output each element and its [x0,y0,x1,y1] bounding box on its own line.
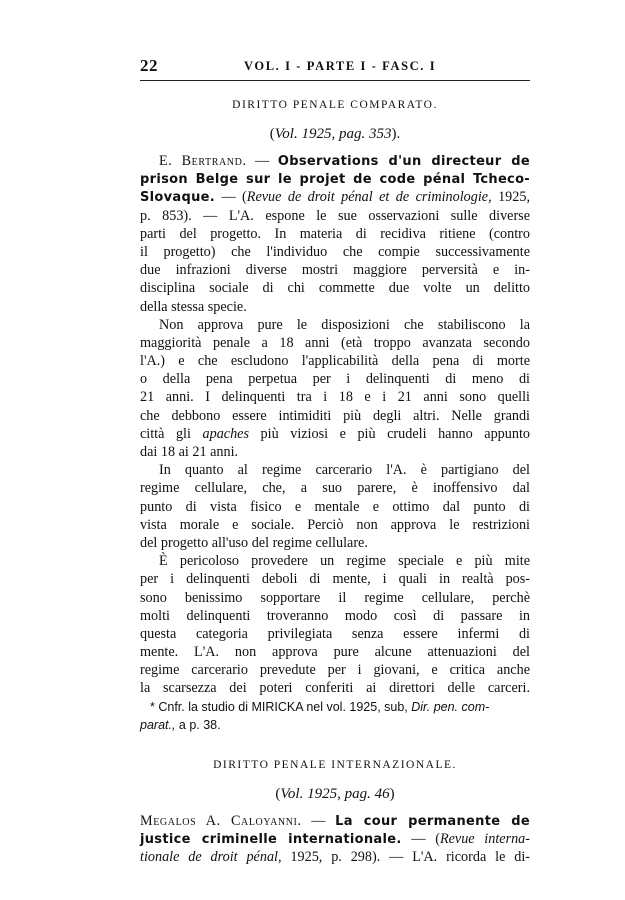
author-name: Megalos A. Caloyanni. [140,812,302,829]
text-line: che debbono essere intimiditi più degli altri. Nelle grandi [140,407,530,424]
section-title-internazionale: DIRITTO PENALE INTERNAZIONALE. [213,758,457,771]
header-rule [140,80,530,81]
entry-heading-line-1: E. Bertrand. — Observations d'un directeur de [159,153,531,169]
text-line: maggiorità penale a 18 anni (età troppo avanzata secondo [140,334,530,351]
text-line: questa categoria privilegiata senza essere infermi di [140,625,530,642]
text-line: dai 18 ai 21 anni. [140,444,239,460]
text-line: Non approva pure le disposizioni che stabiliscono la [159,316,530,333]
section-title-comparato: DIRITTO PENALE COMPARATO. [232,99,438,111]
volume-reference: (Vol. 1925, pag. 46) [275,785,395,802]
entry-heading-line-1: Megalos A. Caloyanni. — La cour permanente de [140,812,530,829]
footnote-star: * [150,699,159,714]
author-name: E. Bertrand. [159,153,247,169]
text-line: È pericoloso provedere un regime speciale e più mite [159,553,530,570]
text-line: sono benissimo sopportare il regime cellulare, perchè [140,589,530,606]
text-line: della stessa specie. [140,298,247,315]
article-title: La cour permanente de [335,813,530,829]
running-title: VOL. I - PARTE I - FASC. I [244,59,437,73]
article-title: Observations d'un directeur de [277,154,531,169]
text-line: regime carcerario prevedute per i giovani, e critica anche [140,662,530,679]
body-column [140,96,530,866]
text-line: la scarsezza dei poteri conferiti ai direttori delle carceri. [140,680,530,697]
entry-heading-line-3: tionale de droit pénal, 1925, p. 298). — L'A. ricorda le di- [140,849,530,865]
text-line: l'A.) e che escludono l'applicabilità della pena di morte [140,353,530,370]
text-line: In quanto al regime carcerario l'A. è partigiano del [159,462,530,479]
text-line: disciplina sociale di chi commette due volte un delitto [140,280,530,297]
text-line: o della pena perpetua per i delinquenti di meno di [140,371,530,388]
entry-heading-line-2: prison Belge sur le projet de code pénal Tcheco- [140,172,530,188]
footnote-line-1: * Cnfr. la studio di MIRICKA nel vol. 1925, sub, Dir. pen. com- [150,699,490,714]
journal-name: Revue de droit pénal et de criminologie, [246,189,492,206]
text-line: vista morale e sociale. Perciò non approva le restrizioni [140,516,530,533]
section-gap [140,734,530,756]
text-line: molti delinquenti troveranno modo così di passare in [140,607,530,624]
text-line: punto di vista fisico e mentale e ottimo dal punto di [140,498,530,515]
entry-heading-line-3: Slovaque. — (Revue de droit pénal et de criminologie, 1925, [140,189,530,206]
text-line: per i delinquenti deboli di mente, i quali in realtà pos- [140,571,530,588]
footnote-line-2: parat., a p. 38. [140,717,221,732]
text-line: del progetto all'uso del regime cellulare. [140,534,368,551]
volume-reference: (Vol. 1925, pag. 353). [269,126,401,142]
running-header [140,56,530,78]
text-line: il progetto) che l'individuo che compie successivamente [140,243,530,260]
entry-heading-line-2: justice criminelle internationale. — (Revue interna- [140,830,530,847]
text-line: due infrazioni diverse mostri maggiore perversità e in- [140,262,530,279]
text-line: parti del progetto. In materia di recidiva ritiene (contro [140,225,530,242]
page-number: 22 [140,56,158,75]
text-line: regime cellulare, che, a suo parere, è inoffensivo dal [140,480,530,497]
text-line: p. 853). — L'A. espone le sue osservazioni sulle diverse [140,207,530,224]
text-line: mente. L'A. non approva pure alcune attenuazioni del [140,644,530,661]
text-line: 21 anni. I delinquenti tra i 18 e i 21 anni sono quelli [140,389,530,406]
text-line: città gli apaches più viziosi e più crudeli hanno appunto [140,425,530,442]
journal-name: Revue interna- [439,830,530,847]
